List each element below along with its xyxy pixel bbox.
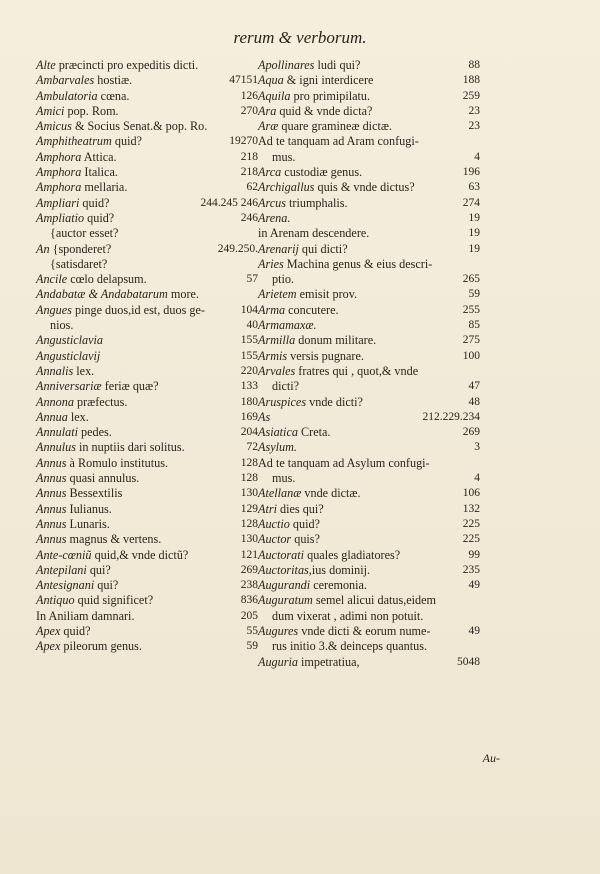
index-term: Annalis bbox=[36, 363, 74, 378]
index-text: præcincti pro expeditis dicti. bbox=[55, 58, 199, 72]
index-entry bbox=[258, 471, 480, 486]
index-entry bbox=[258, 134, 480, 149]
page-number: 55 bbox=[246, 624, 258, 637]
index-term: Angusticlavij bbox=[36, 348, 101, 363]
page-number: 188 bbox=[462, 74, 480, 87]
index-entry bbox=[36, 486, 258, 501]
index-text: pedes. bbox=[77, 425, 112, 440]
index-text: ptio. bbox=[272, 272, 295, 287]
left-index-column bbox=[36, 58, 258, 655]
index-entry bbox=[36, 639, 258, 654]
index-term: Auctio bbox=[258, 516, 290, 531]
index-term: Antepilani bbox=[36, 562, 87, 577]
index-entry bbox=[36, 73, 258, 88]
index-text: rus initio 3.& deinceps quantus. bbox=[272, 639, 428, 654]
index-entry bbox=[258, 425, 480, 440]
index-text: dies qui? bbox=[276, 501, 324, 516]
page-number: 47 bbox=[468, 380, 480, 393]
index-term: Auctoritas, bbox=[258, 562, 312, 577]
index-entry bbox=[258, 364, 480, 379]
index-entry bbox=[258, 349, 480, 364]
index-entry bbox=[36, 440, 258, 455]
index-entry bbox=[258, 410, 480, 425]
index-term: Auctorati bbox=[258, 547, 305, 562]
index-entry bbox=[258, 318, 480, 333]
index-text: qui? bbox=[86, 562, 111, 577]
page-number: 225 bbox=[462, 533, 480, 546]
index-term: Annus bbox=[36, 471, 67, 486]
index-text: donum militare. bbox=[295, 333, 377, 348]
running-header: rerum & verborum. bbox=[233, 28, 367, 47]
index-entry bbox=[258, 150, 480, 165]
index-text: quales gladiatores? bbox=[304, 547, 401, 562]
page-number: 244.245 246 bbox=[200, 196, 258, 209]
page-number: 269 bbox=[462, 426, 480, 439]
index-entry bbox=[36, 410, 258, 425]
index-text: ius dominij. bbox=[311, 562, 371, 577]
page-number: 23 bbox=[468, 120, 480, 133]
index-entry bbox=[36, 257, 258, 272]
index-term: Aruspices bbox=[258, 394, 307, 409]
index-text: quid? bbox=[79, 195, 110, 210]
page-number: 4 bbox=[474, 472, 480, 485]
page-number: 205 bbox=[240, 609, 258, 622]
page-number: 196 bbox=[462, 166, 480, 179]
index-text: qui? bbox=[94, 578, 119, 593]
index-entry bbox=[258, 563, 480, 578]
index-text: Bessextilis bbox=[66, 486, 123, 501]
index-text: Creta. bbox=[297, 425, 331, 440]
index-entry bbox=[258, 624, 480, 639]
index-term: Amphora bbox=[36, 180, 82, 195]
page-number: 249.250. bbox=[217, 242, 258, 255]
index-text: qui dicti? bbox=[298, 241, 348, 256]
index-entry bbox=[258, 379, 480, 394]
index-text: Iulianus. bbox=[66, 501, 112, 516]
index-term: Apollinares bbox=[258, 58, 315, 72]
page-number: 204 bbox=[240, 426, 258, 439]
index-text: magnus & vertens. bbox=[66, 532, 162, 547]
index-text: ceremonia. bbox=[310, 578, 367, 593]
index-entry bbox=[36, 303, 258, 318]
index-term: Armamaxæ. bbox=[258, 318, 317, 333]
index-text: pileorum genus. bbox=[60, 639, 142, 654]
page-number: 129 bbox=[240, 502, 258, 515]
index-text: lex. bbox=[73, 363, 95, 378]
index-text: mus. bbox=[272, 149, 296, 164]
index-text: versis pugnare. bbox=[287, 348, 364, 363]
index-entry bbox=[36, 456, 258, 471]
index-entry bbox=[258, 486, 480, 501]
index-text: quid? bbox=[84, 210, 115, 225]
index-text: quasi annulus. bbox=[66, 471, 140, 486]
index-entry bbox=[36, 318, 258, 333]
index-entry bbox=[258, 502, 480, 517]
index-term: Aquila bbox=[258, 88, 291, 103]
page-number: 246 bbox=[240, 211, 258, 224]
index-entry bbox=[258, 655, 480, 670]
index-term: Aqua bbox=[258, 73, 284, 88]
index-entry bbox=[36, 272, 258, 287]
page-number: 50 bbox=[457, 655, 469, 668]
index-entry bbox=[36, 624, 258, 639]
catchword: Au- bbox=[482, 751, 500, 765]
index-term: Asylum. bbox=[258, 440, 297, 455]
index-term: Alte bbox=[36, 58, 56, 72]
page-number: 23 bbox=[468, 104, 480, 117]
index-term: An bbox=[36, 241, 50, 256]
page-number: 151 bbox=[240, 74, 258, 87]
index-text: more. bbox=[167, 287, 199, 302]
index-entry bbox=[258, 196, 480, 211]
index-text: pinge duos,id est, duos ge- bbox=[71, 302, 205, 317]
index-entry bbox=[36, 180, 258, 195]
index-term: Augures bbox=[258, 623, 299, 638]
index-term: Annus bbox=[36, 455, 67, 470]
index-entry bbox=[36, 379, 258, 394]
index-entry bbox=[36, 226, 258, 241]
page-number: 218 bbox=[240, 166, 258, 179]
index-entry bbox=[36, 58, 258, 73]
index-text: emisit prov. bbox=[296, 287, 358, 302]
index-term: Aræ bbox=[258, 119, 279, 134]
index-entry bbox=[258, 242, 480, 257]
index-entry bbox=[36, 150, 258, 165]
index-text: dum vixerat , adimi non potuit. bbox=[272, 608, 424, 623]
page-number: 274 bbox=[462, 196, 480, 209]
page-number: 836 bbox=[240, 594, 258, 607]
page-number: 4 bbox=[474, 150, 480, 163]
page-number: 275 bbox=[462, 334, 480, 347]
index-text: quid & vnde dicta? bbox=[276, 103, 373, 118]
index-entry bbox=[36, 532, 258, 547]
page-number: 180 bbox=[240, 395, 258, 408]
index-term: Annona bbox=[36, 394, 74, 409]
index-text: quis? bbox=[291, 532, 320, 547]
index-text: in nuptiis dari solitus. bbox=[75, 440, 185, 455]
page-number: 212.229.234 bbox=[422, 410, 480, 423]
index-term: Annulati bbox=[36, 425, 78, 440]
index-text: quid? bbox=[289, 516, 320, 531]
index-entry bbox=[258, 119, 480, 134]
page-number: 48 bbox=[468, 655, 480, 668]
index-text: fratres qui , quot,& vnde bbox=[295, 363, 419, 378]
page-number: 128 bbox=[240, 456, 258, 469]
index-term: Arenarij bbox=[258, 241, 299, 256]
page-number: 49 bbox=[468, 579, 480, 592]
index-entry bbox=[36, 593, 258, 608]
index-text: præfectus. bbox=[73, 394, 128, 409]
index-entry bbox=[36, 609, 258, 624]
page-number: 19 bbox=[468, 227, 480, 240]
page-number: 49 bbox=[468, 624, 480, 637]
page-number: 130 bbox=[240, 533, 258, 546]
page-number: 155 bbox=[240, 349, 258, 362]
index-text: concutere. bbox=[285, 302, 339, 317]
index-term: Ante-cœniũ bbox=[36, 547, 92, 562]
index-text: {sponderet? bbox=[49, 241, 112, 256]
page-number: 19 bbox=[468, 211, 480, 224]
index-text: custodiæ genus. bbox=[281, 165, 363, 180]
index-text: quid significet? bbox=[74, 593, 154, 608]
page-number: 225 bbox=[462, 517, 480, 530]
index-term: Arma bbox=[258, 302, 286, 317]
index-entry bbox=[36, 104, 258, 119]
page-number: 48 bbox=[468, 395, 480, 408]
index-text: dicti? bbox=[272, 379, 300, 394]
index-term: Angusticlavia bbox=[36, 333, 104, 348]
page-number: 128 bbox=[240, 472, 258, 485]
index-text: cœlo delapsum. bbox=[67, 272, 147, 287]
index-text: quid? bbox=[111, 134, 142, 149]
page-number: 265 bbox=[462, 273, 480, 286]
index-term: Ampliari bbox=[36, 195, 80, 210]
index-term: Ambulatoria bbox=[36, 88, 98, 103]
page-number: 99 bbox=[468, 548, 480, 561]
index-text: mellaria. bbox=[81, 180, 128, 195]
index-entry bbox=[258, 257, 480, 272]
page-number: 270 bbox=[240, 104, 258, 117]
index-text: Ad te tanquam ad Aram confugi- bbox=[258, 134, 419, 149]
page-number: 169 bbox=[240, 410, 258, 423]
index-text: Ad te tanquam ad Asylum confugi- bbox=[258, 455, 430, 470]
index-text: à Romulo institutus. bbox=[66, 455, 169, 470]
page-number: 57 bbox=[246, 273, 258, 286]
index-entry bbox=[258, 165, 480, 180]
index-term: Annua bbox=[36, 409, 68, 424]
index-term: Ara bbox=[258, 103, 277, 118]
index-entry bbox=[258, 287, 480, 302]
index-entry bbox=[36, 134, 258, 149]
index-entry bbox=[258, 532, 480, 547]
index-text: {satisdaret? bbox=[50, 256, 108, 271]
index-entry bbox=[36, 548, 258, 563]
index-text: vnde dicti & eorum nume- bbox=[298, 623, 431, 638]
index-term: Ampliatio bbox=[36, 210, 85, 225]
index-term: Andabatæ & Andabatarum bbox=[36, 287, 168, 302]
index-text: nios. bbox=[50, 318, 74, 333]
page-number: 62 bbox=[246, 181, 258, 194]
page-number: 63 bbox=[468, 181, 480, 194]
index-entry bbox=[258, 517, 480, 532]
index-text: quid,& vnde dictũ? bbox=[91, 547, 189, 562]
index-term: Ancile bbox=[36, 272, 68, 287]
index-entry bbox=[36, 165, 258, 180]
page-number: 128 bbox=[240, 517, 258, 530]
index-entry bbox=[258, 333, 480, 348]
page-number: 59 bbox=[246, 640, 258, 653]
index-entry bbox=[36, 287, 258, 302]
index-text: Attica. bbox=[81, 149, 117, 164]
index-entry bbox=[258, 395, 480, 410]
index-text: impetratiua, bbox=[297, 654, 360, 669]
page-number: 155 bbox=[240, 334, 258, 347]
index-term: Arcus bbox=[258, 195, 286, 210]
index-term: Atri bbox=[258, 501, 277, 516]
index-term: Arena. bbox=[258, 210, 291, 225]
page-number: 88 bbox=[468, 59, 480, 71]
index-term: Amphora bbox=[36, 149, 82, 164]
page-number: 100 bbox=[462, 349, 480, 362]
index-text: semel alicui datus,eidem bbox=[312, 593, 437, 608]
index-entry bbox=[258, 211, 480, 226]
index-entry bbox=[36, 211, 258, 226]
index-entry bbox=[258, 303, 480, 318]
index-entry bbox=[36, 349, 258, 364]
index-term: Arca bbox=[258, 165, 282, 180]
index-entry bbox=[36, 517, 258, 532]
index-entry bbox=[258, 226, 480, 241]
page-number: 133 bbox=[240, 380, 258, 393]
index-term: Amphitheatrum bbox=[36, 134, 112, 149]
page-number: 130 bbox=[240, 487, 258, 500]
page-number: 59 bbox=[468, 288, 480, 301]
page-number: 72 bbox=[246, 441, 258, 454]
index-text: vnde dicti? bbox=[306, 394, 363, 409]
index-text: quid? bbox=[60, 623, 91, 638]
index-term: Antiquo bbox=[36, 593, 75, 608]
index-entry bbox=[258, 639, 480, 654]
index-text: feriæ quæ? bbox=[101, 379, 159, 394]
index-text: vnde dictæ. bbox=[301, 486, 361, 501]
page-number: 220 bbox=[240, 364, 258, 377]
index-text: In Aniliam damnari. bbox=[36, 608, 135, 623]
index-term: Asiatica bbox=[258, 425, 298, 440]
index-term: Antesignani bbox=[36, 578, 95, 593]
index-entry bbox=[258, 456, 480, 471]
index-entry bbox=[36, 196, 258, 211]
index-entry bbox=[258, 180, 480, 195]
index-text: pop. Rom. bbox=[64, 103, 119, 118]
index-text: triumphalis. bbox=[285, 195, 348, 210]
index-entry bbox=[36, 502, 258, 517]
index-text: ludi qui? bbox=[314, 58, 361, 72]
page-number: 106 bbox=[462, 487, 480, 500]
page-number: 270 bbox=[240, 135, 258, 148]
index-term: Arvales bbox=[258, 363, 296, 378]
page-number: 255 bbox=[462, 303, 480, 316]
index-term: Atellanæ bbox=[258, 486, 302, 501]
index-term: Auguria bbox=[258, 654, 298, 669]
index-text: {auctor esset? bbox=[50, 226, 119, 241]
index-text: & igni interdicere bbox=[283, 73, 374, 88]
index-term: Anniversariæ bbox=[36, 379, 102, 394]
page-number: 47 bbox=[229, 74, 241, 87]
page-number: 269 bbox=[240, 563, 258, 576]
index-term: Annus bbox=[36, 532, 67, 547]
index-text: Lunaris. bbox=[66, 516, 110, 531]
index-entry bbox=[258, 58, 480, 73]
index-text: lex. bbox=[67, 409, 89, 424]
page-number: 3 bbox=[474, 441, 480, 454]
right-index-column bbox=[258, 58, 480, 670]
index-text: mus. bbox=[272, 471, 296, 486]
index-text: Machina genus & eius descri- bbox=[283, 256, 433, 271]
index-term: As bbox=[258, 409, 271, 424]
index-entry bbox=[36, 119, 258, 134]
page-number: 132 bbox=[462, 502, 480, 515]
index-term: Amici bbox=[36, 103, 65, 118]
index-entry bbox=[258, 609, 480, 624]
page-number: 85 bbox=[468, 319, 480, 332]
page-number: 218 bbox=[240, 150, 258, 163]
index-entry bbox=[36, 364, 258, 379]
page-number: 238 bbox=[240, 579, 258, 592]
page-number: 126 bbox=[240, 89, 258, 102]
index-entry bbox=[36, 578, 258, 593]
index-entry bbox=[258, 548, 480, 563]
index-entry bbox=[258, 272, 480, 287]
index-term: Armis bbox=[258, 348, 288, 363]
index-entry bbox=[36, 333, 258, 348]
page-number: 235 bbox=[462, 563, 480, 576]
index-text: in Arenam descendere. bbox=[258, 226, 370, 241]
index-entry bbox=[258, 73, 480, 88]
index-term: Annulus bbox=[36, 440, 76, 455]
index-term: Auctor bbox=[258, 532, 292, 547]
page-number: 19 bbox=[229, 135, 241, 148]
page-number: 259 bbox=[462, 89, 480, 102]
index-text: quis & vnde dictus? bbox=[314, 180, 415, 195]
index-text: & Socius Senat.& pop. Ro. bbox=[71, 119, 208, 134]
index-entry bbox=[258, 104, 480, 119]
index-entry bbox=[36, 395, 258, 410]
index-entry bbox=[36, 425, 258, 440]
index-term: Armilla bbox=[258, 333, 296, 348]
index-term: Amphora bbox=[36, 165, 82, 180]
index-entry bbox=[258, 593, 480, 608]
index-term: Angues bbox=[36, 302, 72, 317]
index-term: Ambarvales bbox=[36, 73, 95, 88]
index-term: Annus bbox=[36, 516, 67, 531]
index-text: cœna. bbox=[97, 88, 130, 103]
index-text: hostiæ. bbox=[94, 73, 133, 88]
index-term: Apex bbox=[36, 623, 61, 638]
index-term: Annus bbox=[36, 501, 67, 516]
index-entry bbox=[36, 242, 258, 257]
index-term: Augurandi bbox=[258, 578, 311, 593]
index-term: Amicus bbox=[36, 119, 72, 134]
page-number: 19 bbox=[468, 242, 480, 255]
page-number: 104 bbox=[240, 303, 258, 316]
index-entry bbox=[36, 563, 258, 578]
index-term: Archigallus bbox=[258, 180, 315, 195]
index-entry bbox=[36, 471, 258, 486]
page-number: 40 bbox=[246, 319, 258, 332]
index-term: Arietem bbox=[258, 287, 297, 302]
index-entry bbox=[258, 578, 480, 593]
index-term: Aries bbox=[258, 256, 284, 271]
index-entry bbox=[258, 440, 480, 455]
index-text: Italica. bbox=[81, 165, 118, 180]
index-text: pro primipilatu. bbox=[290, 88, 371, 103]
index-term: Annus bbox=[36, 486, 67, 501]
index-entry bbox=[36, 89, 258, 104]
index-term: Apex bbox=[36, 639, 61, 654]
index-term: Auguratum bbox=[258, 593, 313, 608]
index-entry bbox=[258, 89, 480, 104]
index-text: quare gramineæ dictæ. bbox=[278, 119, 393, 134]
page-number: 121 bbox=[240, 548, 258, 561]
